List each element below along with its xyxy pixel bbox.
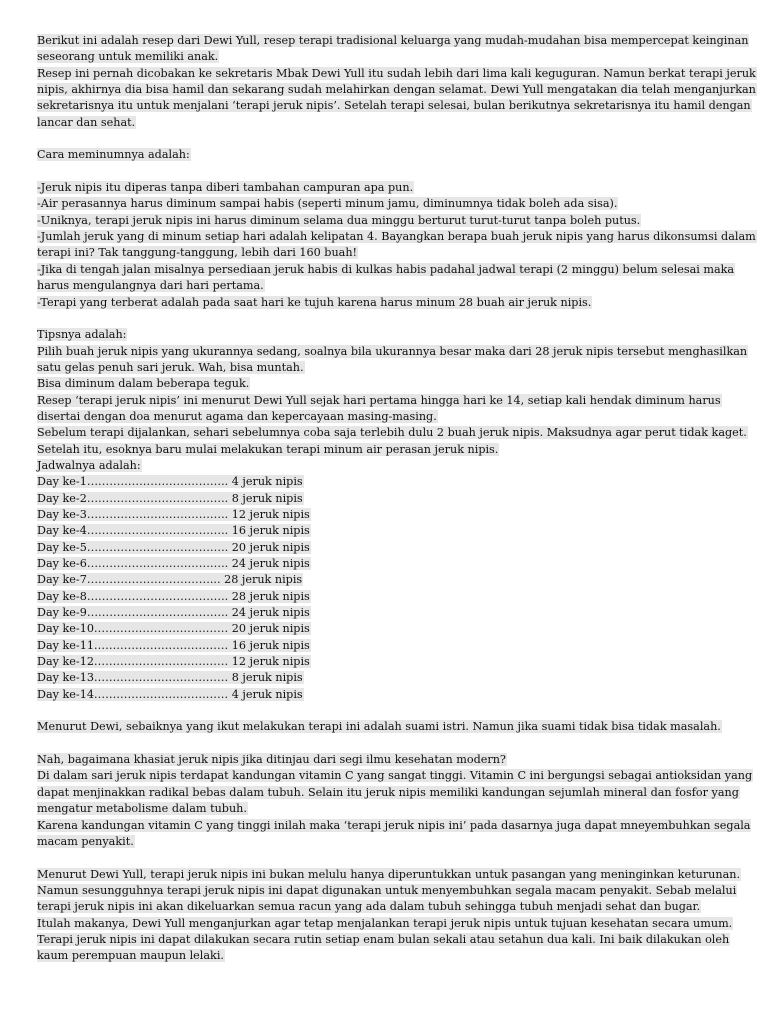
document-page [37,33,756,965]
text-line: mengatur metabolisme dalam tubuh. [37,802,247,816]
text-line: Namun sesungguhnya terapi jeruk nipis ini dapat digunakan untuk menyembuhkan segala macam penyakit. Sebab melalui [37,883,737,897]
text-line: Nah, bagaimana khasiat jeruk nipis jika ditinjau dari segi ilmu kesehatan modern? [37,753,506,767]
list-item: -Terapi yang terberat adalah pada saat hari ke tujuh karena harus minum 28 buah air jeruk nipis. [37,295,592,309]
schedule-row: Day ke-14……………………………… 4 jeruk nipis [37,687,303,701]
schedule-row: Day ke-10……………………………… 20 jeruk nipis [37,622,310,636]
section-heading: Tipsnya adalah: [37,328,127,342]
schedule-heading: Jadwalnya adalah: [37,458,141,472]
text-line: Berikut ini adalah resep dari Dewi Yull, resep terapi tradisional keluarga yang mudah-mudahan bisa mempercepat keinginan [37,34,749,47]
list-item: -Jika di tengah jalan misalnya persediaan jeruk habis di kulkas habis padahal jadwal terapi (2 minggu) belum selesai maka [37,262,735,276]
text-line: Sebelum terapi dijalankan, sehari sebelumnya coba saja terlebih dulu 2 buah jeruk nipis. Maksudnya agar perut tidak kaget. [37,426,747,440]
spacer [37,850,737,866]
closing-paragraph [37,867,741,965]
text-line: sekretarisnya itu untuk menjalani ‘terapi jeruk nipis’. Setelah terapi selesai, bulan berikutnya sekretarisnya itu hamil dengan [37,99,751,113]
text-line: Setelah itu, esoknya baru mulai melakukan terapi minum air perasan jeruk nipis. [37,442,499,456]
schedule-row: Day ke-1……………………………….. 4 jeruk nipis [37,475,303,489]
schedule-row: Day ke-2……………………………….. 8 jeruk nipis [37,491,303,505]
text-line: Resep ini pernah dicobakan ke sekretaris Mbak Dewi Yull itu sudah lebih dari lima kali keguguran. Namun berkat terapi jeruk [37,66,756,80]
text-line: macam penyakit. [37,834,134,848]
schedule-row: Day ke-12……………………………… 12 jeruk nipis [37,655,310,669]
schedule-list [37,474,737,703]
list-item: terapi ini? Tak tanggung-tanggung, lebih dari 160 buah! [37,246,358,260]
schedule-row: Day ke-8……………………………….. 28 jeruk nipis [37,589,310,603]
cara-list [37,180,756,311]
text-line: Resep ‘terapi jeruk nipis’ ini menurut Dewi Yull sejak hari pertama hingga hari ke 14, setiap kali hendak diminum harus [37,393,721,407]
khasiat-paragraph [37,752,753,850]
menurut-dewi-paragraph [37,719,737,735]
text-line: Menurut Dewi, sebaiknya yang ikut melakukan terapi ini adalah suami istri. Namun jika suami tidak bisa tidak masalah. [37,720,721,734]
text-line: seseorang untuk memiliki anak. [37,50,219,64]
list-item: -Jeruk nipis itu diperas tanpa diberi tambahan campuran apa pun. [37,181,414,195]
text-line: disertai dengan doa menurut agama dan kepercayaan masing-masing. [37,409,437,423]
text-line: Menurut Dewi Yull, terapi jeruk nipis ini bukan melulu hanya diperuntukkan untuk pasangan yang meninginkan keturunan. [37,867,741,881]
text-line: Di dalam sari jeruk nipis terdapat kandungan vitamin C yang sangat tinggi. Vitamin C ini bergungsi sebagai antioksidan yang [37,769,753,783]
text-line: Karena kandungan vitamin C yang tinggi inilah maka ‘terapi jeruk nipis ini’ pada dasarnya juga dapat mneyembuhkan segala [37,818,751,832]
list-item: -Uniknya, terapi jeruk nipis ini harus diminum selama dua minggu berturut turut-turut tanpa boleh putus. [37,213,641,227]
list-item: -Jumlah jeruk yang di minum setiap hari adalah kelipatan 4. Bayangkan berapa buah jeruk nipis yang harus dikonsumsi dalam [37,230,756,244]
text-line: terapi jeruk nipis ini akan dikeluarkan semua racun yang ada dalam tubuh sehingga tubuh menjadi sehat dan bugar. [37,900,701,914]
spacer [37,164,737,180]
spacer [37,311,737,327]
schedule-row: Day ke-6……………………………….. 24 jeruk nipis [37,557,310,570]
text-line: Itulah makanya, Dewi Yull menganjurkan agar tetap menjalankan terapi jeruk nipis untuk tujuan kesehatan secara umum. [37,916,733,930]
cara-heading [37,147,737,163]
spacer [37,131,737,147]
text-line: kaum perempuan maupun lelaki. [37,949,224,963]
schedule-row: Day ke-5……………………………….. 20 jeruk nipis [37,540,310,554]
text-line: Pilih buah jeruk nipis yang ukurannya sedang, soalnya bila ukurannya besar maka dari 28 jeruk nipis tersebut menghasilkan [37,344,748,358]
schedule-row: Day ke-13……………………………… 8 jeruk nipis [37,671,303,685]
schedule-row: Day ke-7……………………………... 28 jeruk nipis [37,573,303,587]
section-heading: Cara meminumnya adalah: [37,148,190,162]
text-line: lancar dan sehat. [37,115,136,129]
text-line: Terapi jeruk nipis ini dapat dilakukan secara rutin setiap enam bulan sekali atau setahun dua kali. Ini baik dilakukan oleh [37,932,730,946]
schedule-row: Day ke-11……………………………… 16 jeruk nipis [37,638,310,652]
schedule-row: Day ke-9……………………………….. 24 jeruk nipis [37,606,310,620]
text-line: Bisa diminum dalam beberapa teguk. [37,377,250,391]
list-item: -Air perasannya harus diminum sampai habis (seperti minum jamu, diminumnya tidak boleh ada sisa). [37,197,618,211]
intro-paragraph [37,33,756,131]
schedule-row: Day ke-4……………………………….. 16 jeruk nipis [37,524,310,538]
tips-section [37,327,748,474]
list-item: harus mengulangnya dari hari pertama. [37,279,264,293]
text-line: nipis, akhirnya dia bisa hamil dan sekarang sudah melahirkan dengan selamat. Dewi Yull mengatakan dia telah menganjurkan [37,83,756,97]
spacer [37,736,737,752]
schedule-row: Day ke-3……………………………….. 12 jeruk nipis [37,507,310,521]
text-line: dapat menjinakkan radikal bebas dalam tubuh. Selain itu jeruk nipis memiliki kandungan sejumlah mineral dan fosfor yang [37,785,739,799]
text-line: satu gelas penuh sari jeruk. Wah, bisa muntah. [37,360,304,374]
spacer [37,703,737,719]
